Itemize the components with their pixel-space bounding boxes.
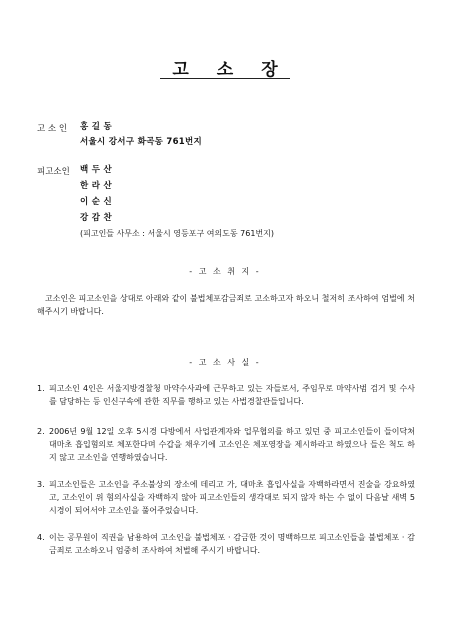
fact-item-4	[37, 531, 415, 557]
title-char-1: 고	[172, 60, 189, 80]
defendant-name-4: 강 감 찬	[80, 213, 113, 223]
complainant-address: 서울시 강서구 화곡동 761번지	[80, 137, 203, 147]
complainant-label: 고 소 인	[37, 124, 68, 134]
title-char-3: 장	[261, 60, 278, 80]
fact-text: 피고소인들은 고소인을 주소불상의 장소에 데리고 가, 대마초 흡입사실을 자백하라면서 진술을 강요하였고, 고소인이 위 혐의사실을 자백하지 않아 피고소인들의 생각대로 되지 않자 하는 수 없이 다음날 새벽 5시경이 되어서야 고소인을 풀어주었습니다.	[49, 480, 415, 515]
fact-text: 이는 공무원이 직권을 남용하여 고소인을 불법체포 · 감금한 것이 명백하므로 피고소인들을 불법체포 · 감금죄로 고소하오니 엄중히 조사하여 처벌해 주시기 바랍니다.	[49, 533, 415, 555]
fact-item-3	[37, 478, 415, 517]
title-underline	[160, 78, 290, 79]
defendants-label: 피고소인	[37, 167, 70, 177]
defendant-name-2: 한 라 산	[80, 181, 113, 191]
complainant-name: 홍 길 동	[80, 122, 113, 132]
fact-item-2	[37, 425, 415, 464]
facts-heading: - 고 소 사 실 -	[189, 358, 261, 367]
fact-text: 2006년 9월 12일 오후 5시경 다방에서 사업관계자와 업무협의를 하고 있던 중 피고소인들이 들이닥쳐 대마초 흡입혐의로 체포한다며 수갑을 채우기에 고소인은 체포영장을 제시하라고 하였으나 들은 척도 하지 않고 고소인을 연행하였습니다.	[49, 427, 415, 462]
fact-text: 피고소인 4인은 서울지방경찰청 마약수사과에 근무하고 있는 자들로서, 주임무로 마약사범 검거 및 수사를 담당하는 등 인신구속에 관한 직무를 행하고 있는 사법경찰관들입니다.	[49, 384, 415, 406]
fact-number: 4.	[37, 533, 45, 542]
document-title	[0, 55, 450, 80]
fact-number: 2.	[37, 427, 45, 436]
fact-item-1	[37, 382, 415, 408]
defendant-name-1: 백 두 산	[80, 165, 113, 175]
fact-number: 3.	[37, 480, 45, 489]
defendants-office: (피고인들 사무소 : 서울시 영등포구 여의도동 761번지)	[80, 229, 275, 238]
title-char-2: 소	[216, 60, 234, 80]
purpose-heading: - 고 소 취 지 -	[189, 267, 261, 276]
fact-number: 1.	[37, 384, 45, 393]
purpose-text: 고소인은 피고소인을 상대로 아래와 같이 불법체포감금죄로 고소하고자 하오니 철저히 조사하여 엄벌에 처해주시기 바랍니다.	[37, 294, 415, 316]
defendant-name-3: 이 순 신	[80, 197, 113, 207]
